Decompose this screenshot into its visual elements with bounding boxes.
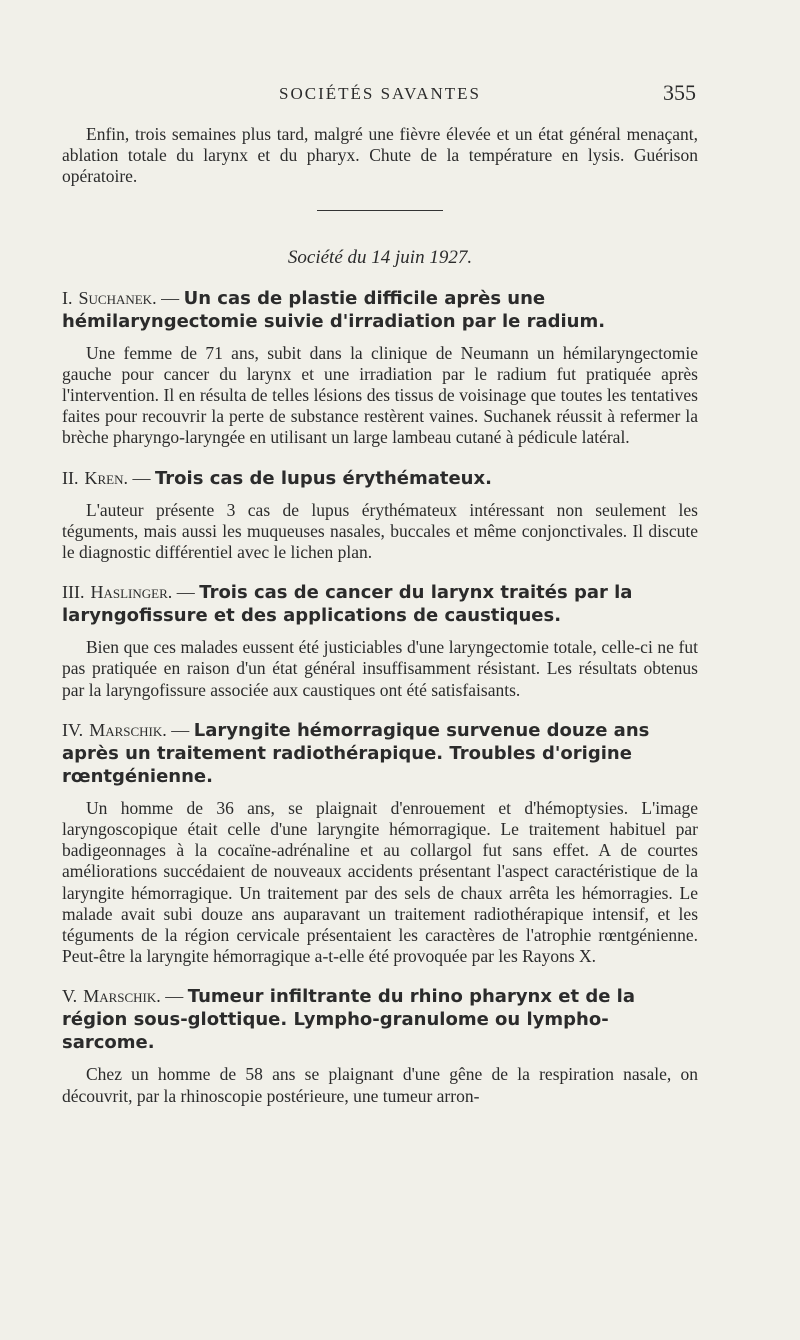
entry-1 [62, 287, 698, 449]
entry-title: Laryngite hémorragique survenue douze ans après un traitement radiothérapique. Troubles d'origine rœntgénienne. [62, 719, 650, 787]
section-divider [317, 210, 443, 211]
entry-number: IV. [62, 719, 84, 740]
entry-title: Tumeur infiltrante du rhino pharynx et de la région sous-glottique. Lympho-granulome ou lympho-sarcome. [62, 986, 635, 1054]
entry-author: Kren. — [84, 467, 151, 488]
entry-heading [62, 985, 698, 1054]
session-date: Société du 14 juin 1927. [287, 246, 473, 268]
opening-paragraph: Enfin, trois semaines plus tard, malgré une fièvre élevée et un état général menaçant, ablation totale du larynx et du pharyx. Chute de la température en lysis. Guérison opératoire. [62, 124, 698, 187]
entry-author: Haslinger. — [90, 582, 195, 603]
entry-number: I. [62, 287, 73, 308]
entry-author: Marschik. — [89, 719, 190, 740]
entry-number: III. [62, 582, 85, 603]
entry-paragraph: Bien que ces malades eussent été justiciables d'une laryngectomie totale, celle-ci ne fut pas pratiquée en raison d'un état général insuffisamment résistant. Les résultats obtenus par la laryngofissure associée aux caustiques ont été satisfaisants. [62, 637, 698, 700]
entry-heading [62, 287, 698, 333]
running-head: SOCIÉTÉS SAVANTES [279, 84, 481, 103]
entry-author: Marschik. — [83, 986, 184, 1007]
page-header [60, 80, 700, 110]
entry-author: Suchanek. — [78, 287, 180, 308]
entry-paragraph: Une femme de 71 ans, subit dans la clinique de Neumann un hémilaryngectomie gauche pour cancer du larynx et une irradiation par le radium fut pratiquée après l'intervention. Il en résulta de telles lésions des tissus de voisinage que toutes les tentatives faites pour recouvrir la perte de substance restèrent vaines. Suchanek réussit à refermer la brèche pharyngo-laryngée en utilisant un large lambeau cutané à pédicule latéral. [62, 342, 698, 448]
entry-heading [62, 581, 698, 627]
entry-number: V. [62, 986, 78, 1007]
entry-2 [62, 467, 698, 564]
entry-number: II. [62, 467, 79, 488]
entry-paragraph: L'auteur présente 3 cas de lupus érythémateux intéressant non seulement les téguments, mais aussi les muqueuses nasales, buccales et même conjonctivales. Il discute le diagnostic différentiel avec le lichen plan. [62, 499, 698, 563]
entry-paragraph: Chez un homme de 58 ans se plaignant d'une gêne de la respiration nasale, on découvrit, par la rhinoscopie postérieure, une tumeur arron- [62, 1064, 698, 1106]
page-body [62, 124, 698, 1107]
entry-4 [62, 719, 698, 968]
entry-3 [62, 581, 698, 701]
entry-paragraph: Un homme de 36 ans, se plaignait d'enrouement et d'hémoptysies. L'image laryngoscopique était celle d'une laryngite hémorragique. Le traitement habituel par badigeonnages à la cocaïne-adrénaline et au collargol fut sans effet. A de courtes améliorations succédaient de nouveaux accidents présentant l'aspect caractéristique de la laryngite hémorragique. Un traitement par des sels de chaux arrêta les hémorragies. Le malade avait subi douze ans auparavant un traitement radiothérapique intensif, et les téguments de la région cervicale présentaient les caractères de l'atrophie rœntgénienne. Peut-être la laryngite hémorragique a-t-elle été provoquée par les Rayons X. [62, 797, 698, 967]
entry-title: Trois cas de lupus érythémateux. [155, 467, 492, 489]
entry-title: Un cas de plastie difficile après une hémilaryngectomie suivie d'irradiation par le radium. [62, 287, 606, 332]
entry-title: Trois cas de cancer du larynx traités par la laryngofissure et des applications de caustiques. [62, 582, 633, 627]
entry-heading [62, 719, 698, 788]
entry-5 [62, 985, 698, 1106]
entry-heading [62, 467, 698, 490]
page-number: 355 [663, 80, 696, 105]
